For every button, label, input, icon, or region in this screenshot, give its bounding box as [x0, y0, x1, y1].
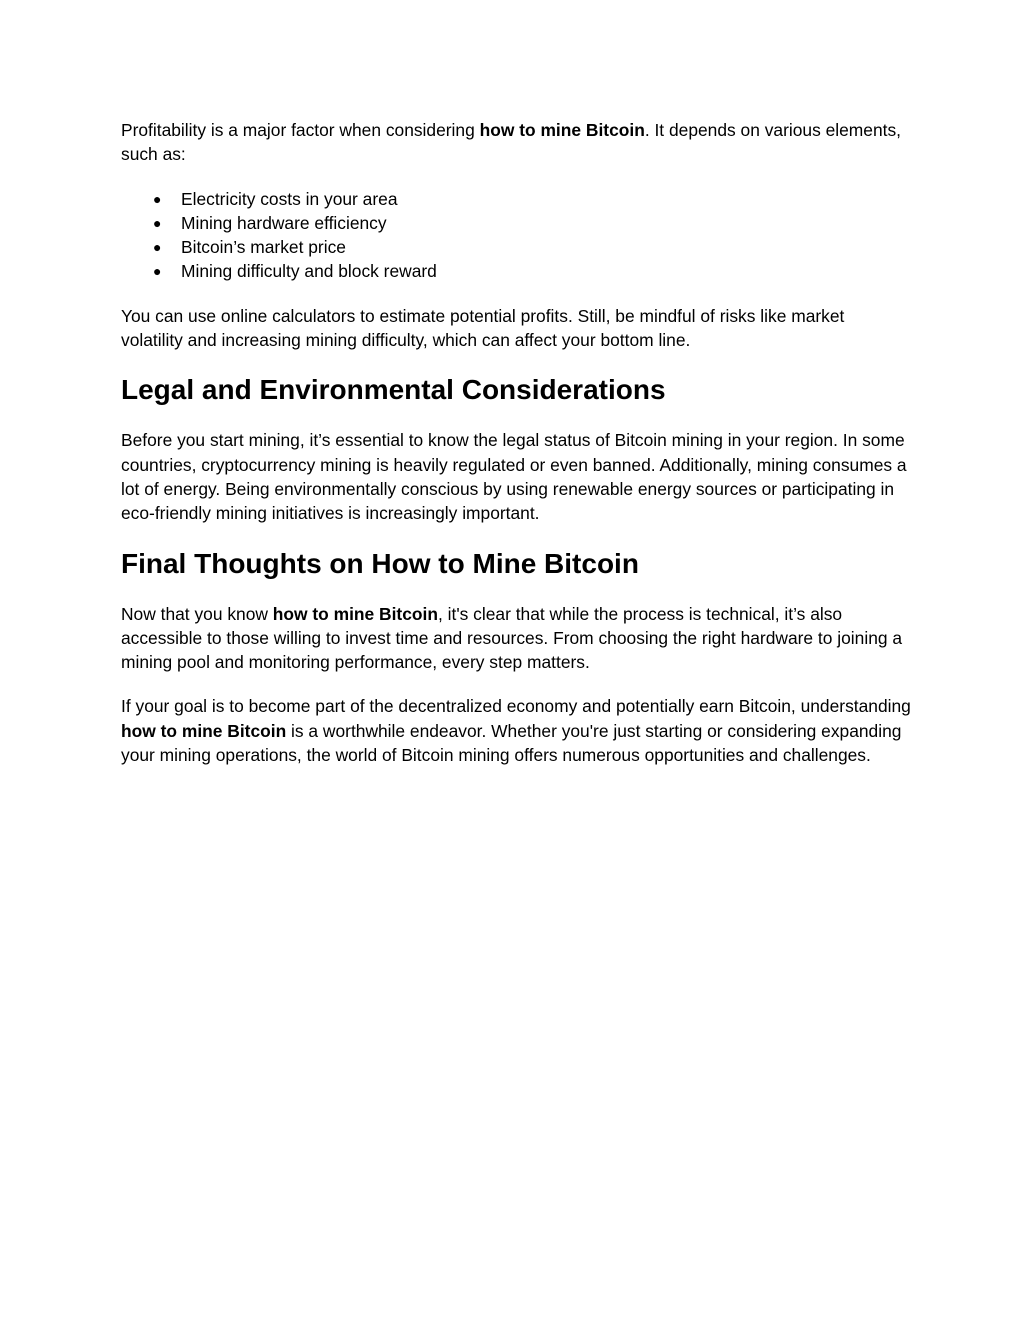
list-item-text: Mining hardware efficiency	[181, 212, 387, 233]
factors-list	[121, 187, 911, 284]
legal-paragraph: Before you start mining, it’s essential to know the legal status of Bitcoin mining in your region. In some countries, cryptocurrency mining is heavily regulated or even banned. Additionally, mining consumes a lot of energy. Being environmentally conscious by using renewable energy sources or participating in eco-friendly mining initiatives is increasingly important.	[121, 430, 907, 524]
final-heading: Final Thoughts on How to Mine Bitcoin	[121, 547, 639, 579]
bullet-icon: ●	[153, 239, 162, 256]
list-item-text: Bitcoin’s market price	[181, 237, 346, 258]
final-p2-text-before: If your goal is to become part of the decentralized economy and potentially earn Bitcoin, understanding	[121, 696, 911, 717]
intro-text-after: . It depends on various elements, such as:	[121, 120, 901, 165]
list-item-text: Electricity costs in your area	[181, 188, 398, 209]
legal-heading: Legal and Environmental Considerations	[121, 374, 666, 406]
final-paragraph-1	[121, 602, 911, 675]
list-item	[121, 187, 911, 211]
bullet-icon: ●	[153, 214, 162, 231]
calculators-paragraph: You can use online calculators to estimate potential profits. Still, be mindful of risks like market volatility and increasing mining difficulty, which can affect your bottom line.	[121, 305, 845, 351]
intro-paragraph	[121, 118, 911, 167]
bullet-icon: ●	[153, 263, 162, 280]
intro-keyword: how to mine Bitcoin	[479, 120, 645, 140]
intro-text-before: Profitability is a major factor when considering	[121, 120, 480, 140]
final-p1-text-before: Now that you know	[121, 603, 273, 624]
bullet-icon: ●	[153, 190, 162, 207]
document-page	[121, 118, 911, 767]
final-p2-keyword: how to mine Bitcoin	[121, 720, 287, 741]
final-p1-text-after: , it's clear that while the process is technical, it’s also accessible to those willing to invest time and resources. From choosing the right hardware to joining a mining pool and monitoring performance, every step matters.	[121, 603, 903, 673]
final-p2-text-after: is a worthwhile endeavor. Whether you're just starting or considering expanding your mining operations, the world of Bitcoin mining offers numerous opportunities and challenges.	[121, 720, 902, 766]
final-paragraph-2	[121, 694, 911, 767]
list-item	[121, 211, 911, 235]
final-p1-keyword: how to mine Bitcoin	[272, 603, 438, 624]
list-item	[121, 235, 911, 259]
list-item	[121, 259, 911, 283]
list-item-text: Mining difficulty and block reward	[181, 261, 437, 282]
